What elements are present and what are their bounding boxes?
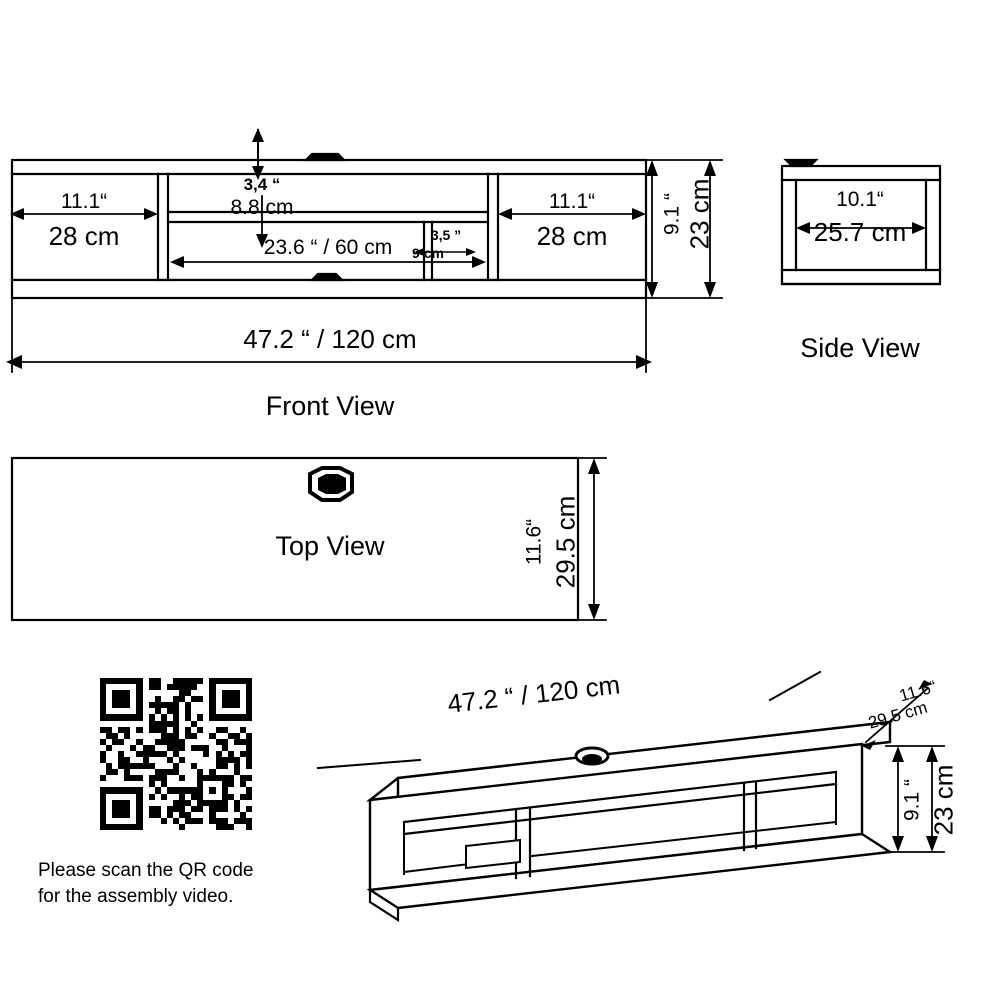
front-height-cm: 23 cm bbox=[684, 178, 715, 250]
front-shelf-height-inches: 3,4 “ bbox=[243, 175, 281, 194]
front-view-title: Front View bbox=[265, 391, 395, 421]
front-right-compartment-inches: 11.1“ bbox=[548, 190, 596, 213]
qr-caption-line-2: for the assembly video. bbox=[38, 886, 234, 907]
perspective-width: 47.2 “ / 120 cm bbox=[445, 669, 622, 719]
front-left-compartment-cm: 28 cm bbox=[48, 221, 120, 251]
front-center-span: 23.6 “ / 60 cm bbox=[263, 236, 393, 259]
perspective-height-inches: 9.1 “ bbox=[900, 778, 924, 822]
front-divider-cm: 9 cm bbox=[412, 245, 444, 261]
qr-code-icon[interactable] bbox=[100, 678, 252, 830]
perspective-depth-cm: 29.5 cm bbox=[866, 697, 930, 733]
top-depth-inches: 11.6“ bbox=[522, 518, 546, 566]
front-shelf-height-cm: 8.8 cm bbox=[230, 196, 294, 219]
front-height-inches: 9.1 “ bbox=[660, 192, 684, 236]
qr-caption-line-1: Please scan the QR code bbox=[38, 860, 254, 881]
front-left-compartment-inches: 11.1“ bbox=[60, 190, 108, 213]
perspective-height-cm: 23 cm bbox=[928, 764, 959, 836]
side-view-title: Side View bbox=[800, 333, 920, 363]
top-view-title: Top View bbox=[275, 531, 385, 561]
front-right-compartment-cm: 28 cm bbox=[536, 221, 608, 251]
side-depth-cm: 25.7 cm bbox=[813, 217, 907, 247]
side-depth-inches: 10.1“ bbox=[836, 188, 884, 211]
front-overall-width: 47.2 “ / 120 cm bbox=[243, 324, 417, 354]
front-divider-inches: 3,5 ” bbox=[430, 227, 462, 243]
perspective-depth-inches: 11.6“ bbox=[897, 676, 939, 706]
top-depth-cm: 29.5 cm bbox=[550, 495, 581, 589]
